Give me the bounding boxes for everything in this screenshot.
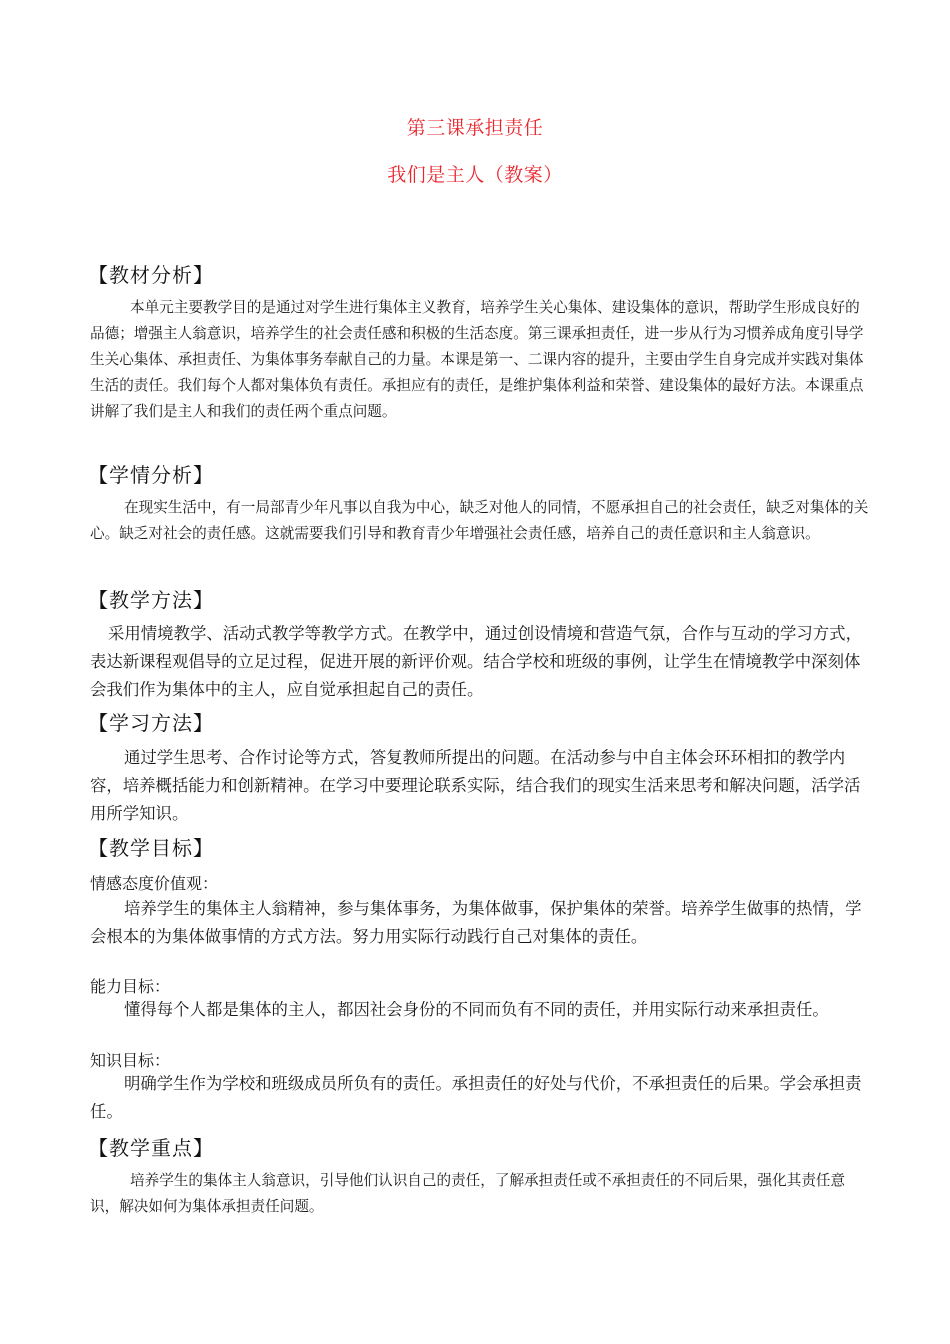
teaching-method-text: 采用情境教学、活动式教学等教学方式。在教学中，通过创设情境和营造气氛，合作与互动的学习方式，表达新课程观倡导的立足过程，促进开展的新评价观。结合学校和班级的事例，让学生在情境教学中深刻体会我们作为集体中的主人，应自觉承担起自己的责任。 <box>90 624 862 699</box>
ability-goal-text: 懂得每个人都是集体的主人，都因社会身份的不同而负有不同的责任，并用实际行动来承担责任。 <box>124 1000 829 1019</box>
heading-material-analysis: 【教材分析】 <box>88 263 214 287</box>
heading-key-points: 【教学重点】 <box>88 1136 214 1160</box>
lesson-subtitle: 我们是主人（教案） <box>387 164 563 186</box>
heading-learning-method: 【学习方法】 <box>88 711 214 735</box>
learning-method-text: 通过学生思考、合作讨论等方式，答复教师所提出的问题。在活动参与中自主体会环环相扣的教学内容，培养概括能力和创新精神。在学习中要理论联系实际，结合我们的现实生活来思考和解决问题，活学活用所学知识。 <box>90 748 861 823</box>
knowledge-goal-label: 知识目标： <box>90 1051 171 1070</box>
heading-teaching-method: 【教学方法】 <box>88 588 214 612</box>
emotion-goal-label: 情感态度价值观： <box>90 874 219 893</box>
heading-student-analysis: 【学情分析】 <box>88 463 214 487</box>
emotion-goal-text: 培养学生的集体主人翁精神，参与集体事务，为集体做事，保护集体的荣誉。培养学生做事的热情，学会根本的为集体做事情的方式方法。努力用实际行动践行自己对集体的责任。 <box>90 899 862 946</box>
key-points-text: 培养学生的集体主人翁意识，引导他们认识自己的责任，了解承担责任或不承担责任的不同后果，强化其责任意识，解决如何为集体承担责任问题。 <box>90 1172 846 1215</box>
student-analysis-text: 在现实生活中，有一局部青少年凡事以自我为中心，缺乏对他人的同情，不愿承担自己的社会责任，缺乏对集体的关心。缺乏对社会的责任感。这就需要我们引导和教育青少年增强社会责任感，培养自己的责任意识和主人翁意识。 <box>90 499 869 542</box>
lesson-title: 第三课承担责任 <box>406 117 544 139</box>
material-analysis-text: 本单元主要教学目的是通过对学生进行集体主义教育，培养学生关心集体、建设集体的意识，帮助学生形成良好的品德；增强主人翁意识，培养学生的社会责任感和积极的生活态度。第三课承担责任，进一步从行为习惯养成角度引导学生关心集体、承担责任、为集体事务奉献自己的力量。本课是第一、二课内容的提升，主要由学生自身完成并实践对集体生活的责任。我们每个人都对集体负有责任。承担应有的责任，是维护集体利益和荣誉、建设集体的最好方法。本课重点讲解了我们是主人和我们的责任两个重点问题。 <box>90 299 864 420</box>
knowledge-goal-text: 明确学生作为学校和班级成员所负有的责任。承担责任的好处与代价，不承担责任的后果。学会承担责任。 <box>90 1074 862 1121</box>
heading-teaching-goals: 【教学目标】 <box>88 836 214 860</box>
ability-goal-label: 能力目标： <box>90 977 171 996</box>
